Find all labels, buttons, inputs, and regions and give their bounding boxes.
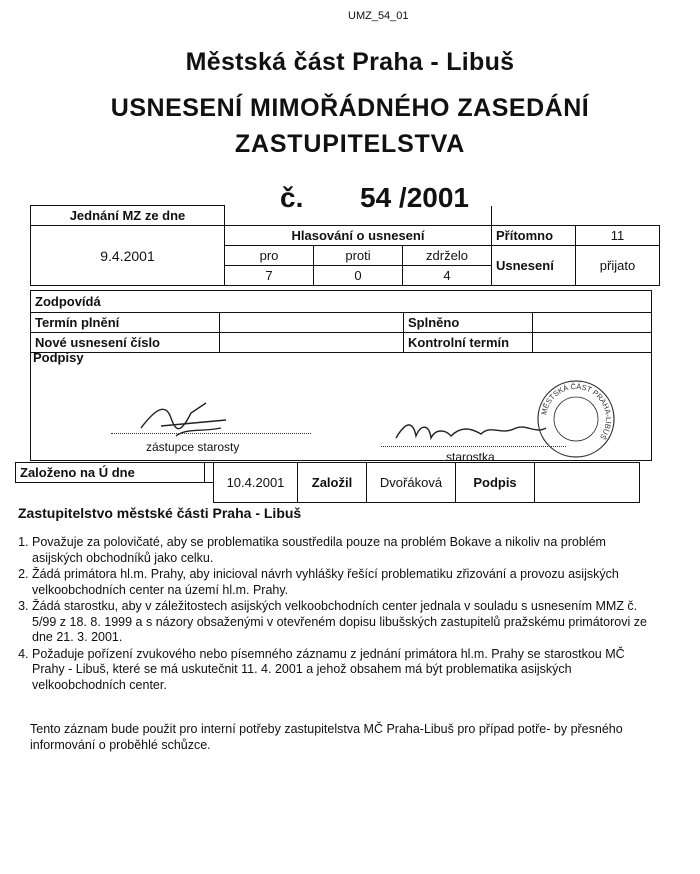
- filing-table: [15, 462, 640, 503]
- responsibility-table: [30, 290, 652, 353]
- blank-cell: [492, 206, 660, 226]
- meeting-date: 9.4.2001: [31, 226, 225, 286]
- signatures-label: Podpisy: [33, 350, 84, 365]
- resolution-heading-line1: USNESENÍ MIMOŘÁDNÉHO ZASEDÁNÍ: [110, 94, 590, 122]
- official-stamp: [535, 378, 617, 460]
- votes-against-label: proti: [314, 246, 403, 266]
- deadline-label: Termín plnění: [31, 313, 220, 333]
- blank-cell: [16, 483, 214, 503]
- deputy-signature: [131, 398, 241, 443]
- meeting-date-label: Jednání MZ ze dne: [31, 206, 225, 226]
- resolution-heading-line2: ZASTUPITELSTVA: [234, 130, 466, 158]
- deputy-caption: zástupce starosty: [146, 440, 240, 454]
- voting-label: Hlasování o usnesení: [225, 226, 492, 246]
- number-prefix: č.: [280, 182, 304, 213]
- number-value: 54 /2001: [360, 182, 469, 213]
- voting-table: [30, 205, 660, 286]
- mayor-signature: [391, 416, 551, 448]
- present-count: 11: [576, 226, 660, 246]
- council-heading: Zastupitelstvo městské části Praha - Libuš: [18, 505, 302, 521]
- filed-by: Dvořáková: [367, 463, 456, 503]
- municipality-title: Městská část Praha - Libuš: [185, 48, 515, 76]
- list-item: 4. Požaduje pořízení zvukového nebo písemného záznamu z jednání primátora hl.m. Prahy se starostkou MČ Prahy - Libuš, které se má uskutečnit 11. 4. 2001 a jehož obsahem má být problematika asijských velkoobchodních center.: [32, 647, 652, 694]
- list-item: 3. Žádá starostku, aby v záležitostech asijských velkoobchodních center jednala v souladu s usnesením MMZ č. 5/99 z 18. 8. 1999 a s názory obsaženými v otevřeném dopisu libušských zastupitelů pražskému primátorovi ze dne 21. 3. 2001.: [32, 599, 652, 646]
- new-number-label: Nové usnesení číslo: [31, 333, 220, 353]
- fulfilled-value: [533, 313, 652, 333]
- document-id: UMZ_54_01: [348, 10, 409, 22]
- filed-by-label: Založil: [298, 463, 367, 503]
- responsible-label: Zodpovídá: [31, 291, 652, 313]
- mayor-caption: starostka: [446, 450, 495, 464]
- abstained-label: zdrželo: [403, 246, 492, 266]
- signature-value: [535, 463, 640, 503]
- deputy-signature-line: [111, 433, 311, 434]
- votes-for: 7: [225, 266, 314, 286]
- blank-cell: [205, 463, 214, 483]
- closing-note: Tento záznam bude použit pro interní potřeby zastupitelstva MČ Praha-Libuš pro případ potře- by přesného informování o proběhlé schůzce.: [30, 722, 623, 752]
- list-item: 2. Žádá primátora hl.m. Prahy, aby inicioval návrh vyhlášky řešící problematiku zřizování a provozu asijských velkoobchodních center na území hl.m. Prahy.: [32, 567, 652, 598]
- votes-against: 0: [314, 266, 403, 286]
- votes-for-label: pro: [225, 246, 314, 266]
- result-label: Usnesení: [492, 246, 576, 286]
- signature-label: Podpis: [456, 463, 535, 503]
- filed-label: Založeno na Ú dne: [16, 463, 205, 483]
- blank-cell: [225, 206, 492, 226]
- control-label: Kontrolní termín: [404, 333, 533, 353]
- list-item: 1. Považuje za polovičaté, aby se problematika soustředila pouze na problém Bokave a nikoliv na problém asijských obchodníků jako celku.: [32, 535, 652, 566]
- stamp-text: MĚSTSKÁ ČÁST PRAHA-LIBUŠ: [539, 381, 614, 442]
- deadline-value: [220, 313, 404, 333]
- present-label: Přítomno: [492, 226, 576, 246]
- filed-date: 10.4.2001: [214, 463, 298, 503]
- resolutions-list: [10, 535, 652, 694]
- abstained: 4: [403, 266, 492, 286]
- fulfilled-label: Splněno: [404, 313, 533, 333]
- result-value: přijato: [576, 246, 660, 286]
